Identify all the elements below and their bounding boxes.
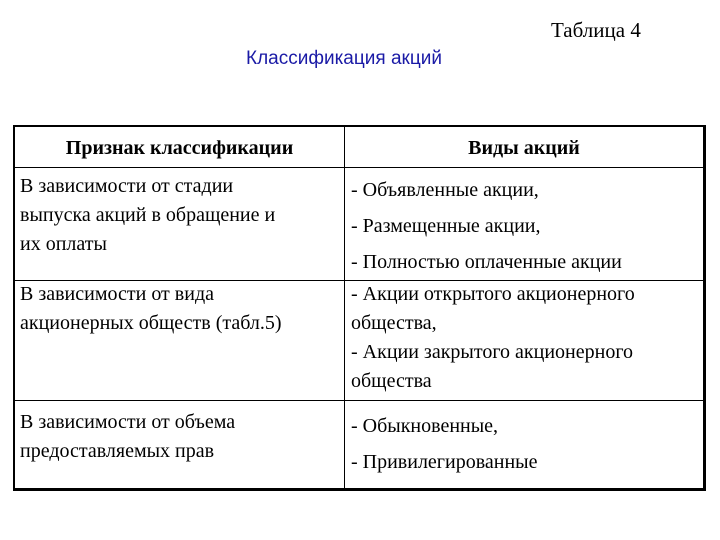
cell-line: - Размещенные акции, [351, 215, 541, 237]
cell-line: В зависимости от вида [20, 283, 214, 305]
row-divider [15, 400, 703, 401]
header-types: Виды акций [468, 137, 580, 159]
cell-line: - Акции закрытого акционерного [351, 341, 634, 363]
cell-line: общества [351, 370, 432, 392]
classification-table [13, 125, 706, 491]
table-row-3-types [351, 408, 538, 480]
cell-line: В зависимости от объема [20, 411, 236, 433]
column-divider [344, 127, 345, 488]
table-row-3-criterion [20, 408, 235, 466]
cell-line: - Полностью оплаченные акции [351, 251, 622, 273]
table-row-1-criterion [20, 172, 275, 259]
cell-line: акционерных обществ (табл.5) [20, 312, 282, 334]
cell-line: общества, [351, 312, 437, 334]
table-row-2-criterion [20, 280, 282, 338]
cell-line: В зависимости от стадии [20, 175, 234, 197]
header-divider [15, 167, 703, 168]
cell-line: - Акции открытого акционерного [351, 283, 635, 305]
cell-line: предоставляемых прав [20, 440, 215, 462]
table-row-1-types [351, 172, 622, 280]
cell-line: - Объявленные акции, [351, 179, 539, 201]
table-number-label: Таблица 4 [551, 18, 641, 42]
header-criterion: Признак классификации [65, 137, 294, 159]
cell-line: - Привилегированные [351, 451, 538, 473]
table-row-2-types [351, 280, 635, 396]
cell-line: выпуска акций в обращение и [20, 204, 276, 226]
cell-line: - Обыкновенные, [351, 415, 499, 437]
table-title: Классификация акций [246, 48, 442, 69]
cell-line: их оплаты [20, 233, 107, 255]
